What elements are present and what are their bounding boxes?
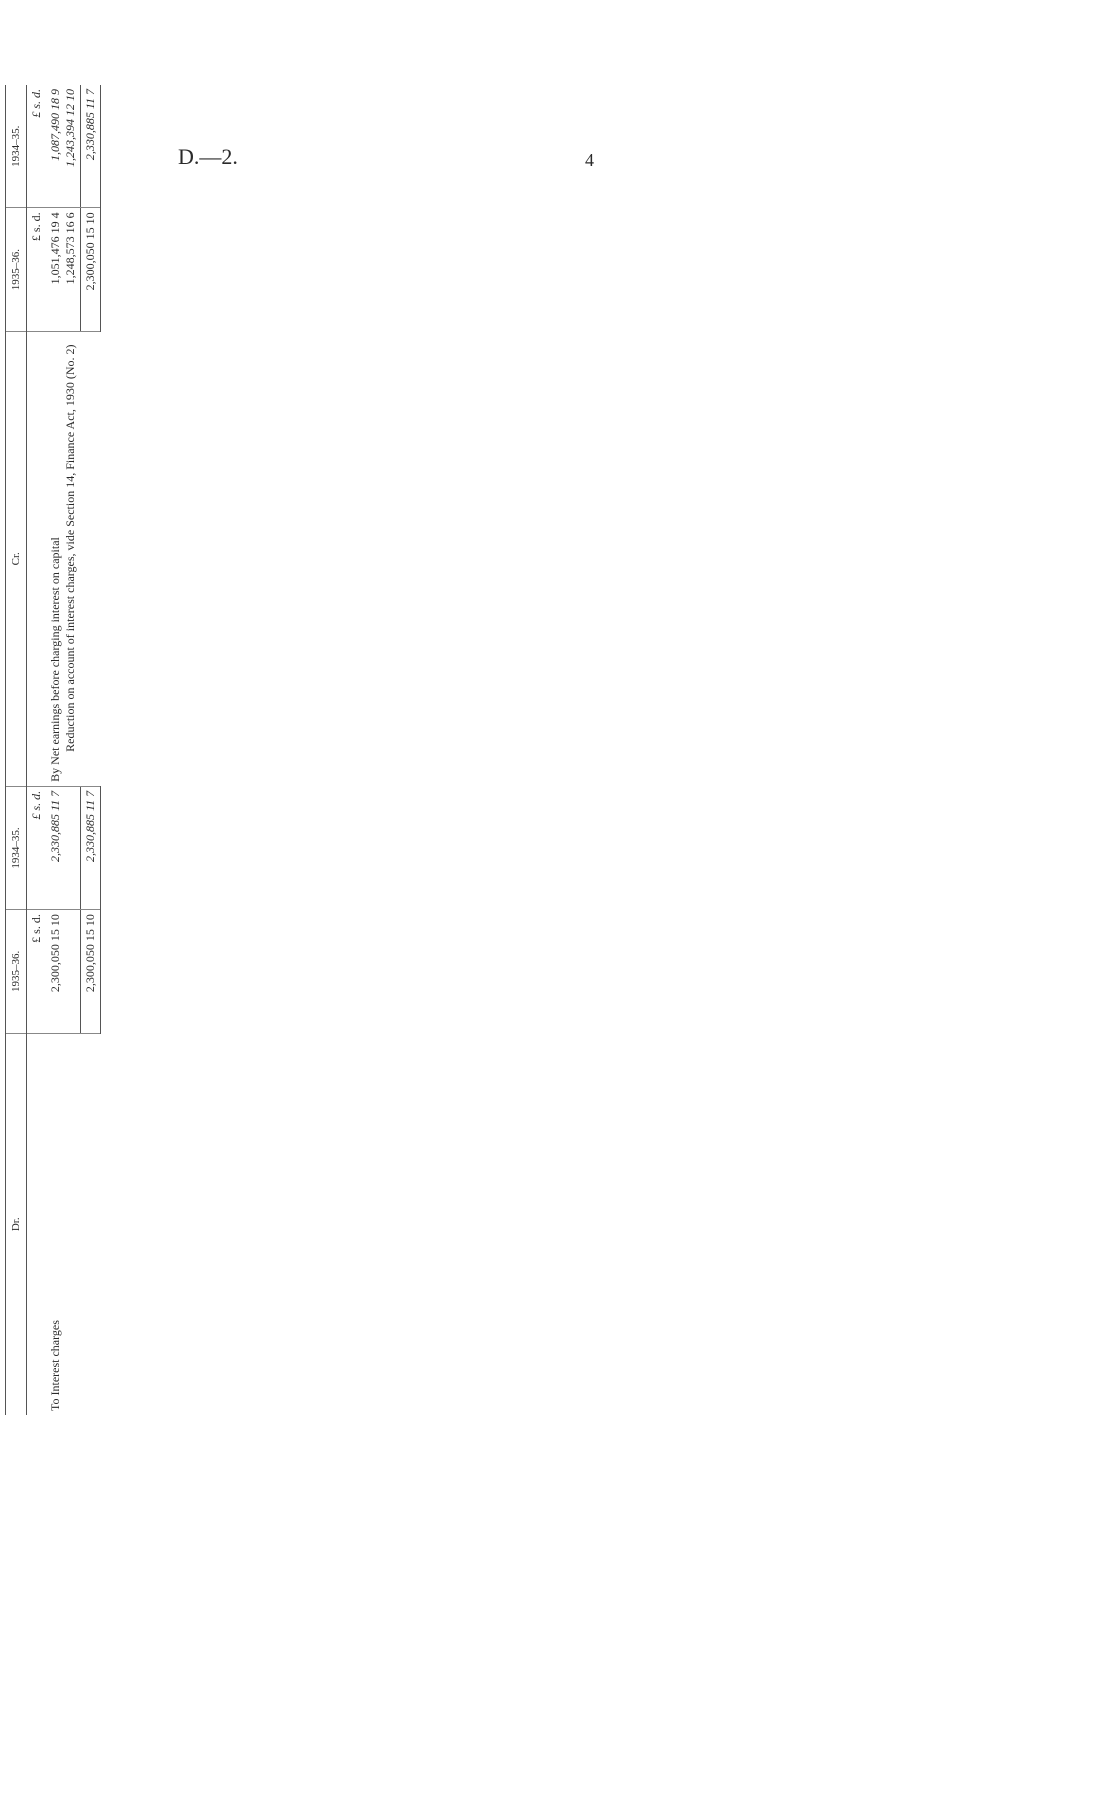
units: £ s. d. (27, 786, 47, 909)
cr-year-1936: 1935–36. (6, 208, 27, 331)
cr-header: Cr. (6, 331, 27, 786)
nra-units-row (27, 85, 47, 1415)
cr-total-1936: 2,300,050 15 10 (81, 208, 101, 331)
net-revenue-table (5, 85, 101, 1415)
net-earnings-1936: 1,051,476 19 4 (48, 212, 62, 285)
dr-total-1935: 2,330,885 11 7 (81, 786, 101, 909)
reduction-label: Reduction on account of interest charges, vide Section 14, Finance Act, 1930 (No. 2) (63, 344, 77, 752)
net-earnings-1935: 1,087,490 18 9 (48, 89, 62, 161)
dr-total-1936: 2,300,050 15 10 (81, 910, 101, 1033)
dr-year-1935: 1934–35. (6, 786, 27, 909)
interest-1935: 2,330,885 11 7 (46, 786, 81, 909)
reduction-1936: 1,248,573 16 6 (63, 212, 77, 285)
units: £ s. d. (27, 208, 47, 331)
page-header-code: D.—2. (178, 144, 238, 169)
interest-1936: 2,300,050 15 10 (46, 910, 81, 1033)
reduction-1935: 1,243,394 12 10 (63, 89, 77, 167)
nra-row (46, 85, 81, 1415)
dr-header: Dr. (6, 1033, 27, 1415)
page-number: 4 (585, 150, 594, 170)
cr-year-1935: 1934–35. (6, 85, 27, 208)
units: £ s. d. (27, 910, 47, 1033)
cr-total-1935: 2,330,885 11 7 (81, 85, 101, 208)
interest-charges-label: To Interest charges (48, 1320, 62, 1411)
net-earnings-label: By Net earnings before charging interest on capital (48, 537, 62, 782)
units: £ s. d. (27, 85, 47, 208)
nra-total-row (81, 85, 101, 1415)
nra-header-row (6, 85, 27, 1415)
rotated-content (0, 60, 240, 1440)
dr-year-1936: 1935–36. (6, 910, 27, 1033)
